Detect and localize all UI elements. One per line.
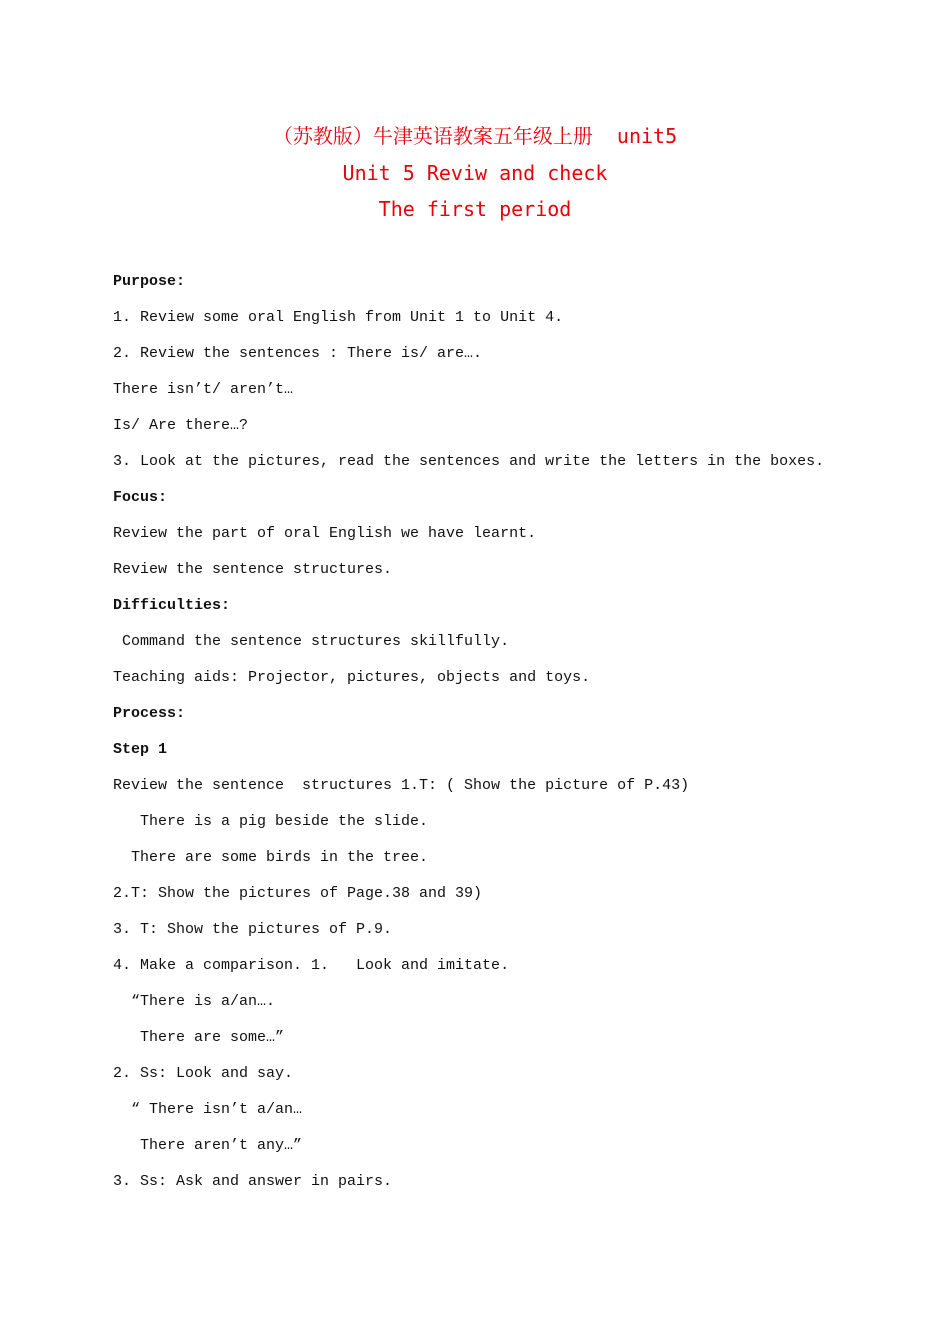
heading-difficulties: Difficulties: bbox=[113, 597, 231, 614]
step-1-look-and-say: 2. Ss: Look and say. bbox=[113, 1065, 294, 1082]
step-1-item-4-a: “There is a/an…. bbox=[113, 993, 276, 1010]
step-1-review: Review the sentence structures 1.T: ( Show the picture of P.43) bbox=[113, 777, 690, 794]
focus-item-2: Review the sentence structures. bbox=[113, 561, 393, 578]
purpose-item-2: 2. Review the sentences : There is/ are…. bbox=[113, 345, 483, 362]
purpose-item-2-question: Is/ Are there…? bbox=[113, 417, 249, 434]
step-1-example-2: There are some birds in the tree. bbox=[113, 849, 429, 866]
focus-item-1: Review the part of oral English we have learnt. bbox=[113, 525, 537, 542]
document-title-unit: Unit 5 Reviw and check bbox=[342, 161, 608, 185]
heading-purpose: Purpose: bbox=[113, 273, 186, 290]
difficulties-item: Command the sentence structures skillfully. bbox=[113, 633, 510, 650]
heading-step-1: Step 1 bbox=[113, 741, 168, 758]
step-1-item-4-b: There are some…” bbox=[113, 1029, 285, 1046]
step-1-look-and-say-a: “ There isn’t a/an… bbox=[113, 1101, 303, 1118]
document-title-chinese: （苏教版）牛津英语教案五年级上册 unit5 bbox=[272, 124, 678, 148]
step-1-item-3: 3. T: Show the pictures of P.9. bbox=[113, 921, 393, 938]
step-1-look-and-say-b: There aren’t any…” bbox=[113, 1137, 303, 1154]
heading-process: Process: bbox=[113, 705, 186, 722]
step-1-ask-and-answer: 3. Ss: Ask and answer in pairs. bbox=[113, 1173, 393, 1190]
step-1-item-2: 2.T: Show the pictures of Page.38 and 39) bbox=[113, 885, 483, 902]
step-1-item-4: 4. Make a comparison. 1. Look and imitate. bbox=[113, 957, 510, 974]
document-title-period: The first period bbox=[378, 197, 572, 221]
teaching-aids: Teaching aids: Projector, pictures, objects and toys. bbox=[113, 669, 591, 686]
purpose-item-3: 3. Look at the pictures, read the sentences and write the letters in the boxes. bbox=[113, 453, 825, 470]
step-1-example-1: There is a pig beside the slide. bbox=[113, 813, 429, 830]
purpose-item-2-negative: There isn’t/ aren’t… bbox=[113, 381, 294, 398]
purpose-item-1: 1. Review some oral English from Unit 1 to Unit 4. bbox=[113, 309, 564, 326]
heading-focus: Focus: bbox=[113, 489, 168, 506]
